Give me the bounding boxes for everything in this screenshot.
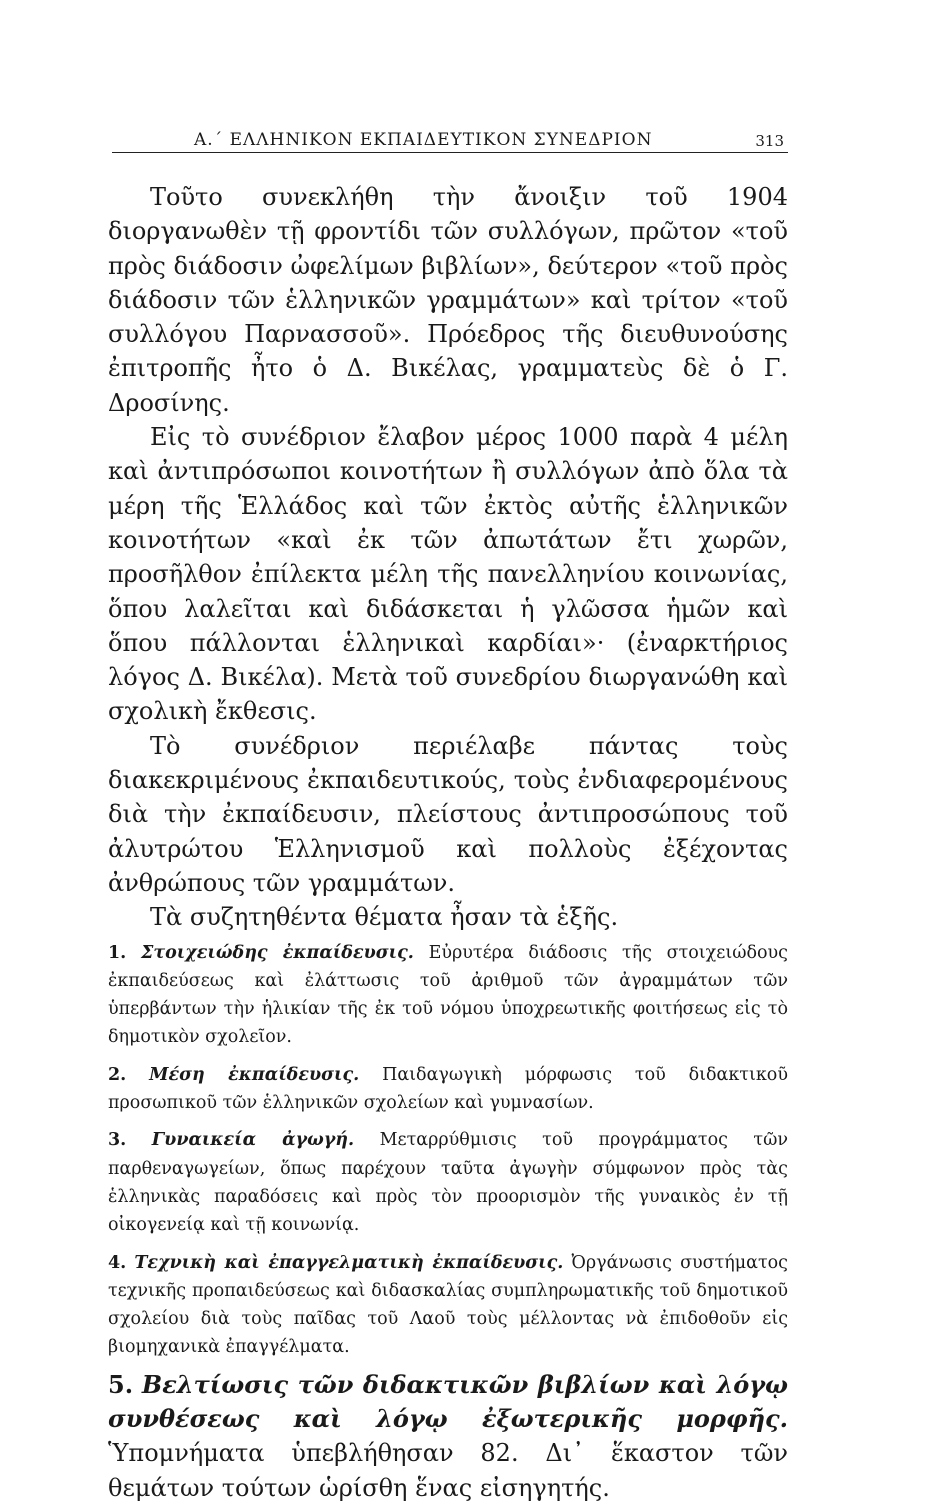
- topic-number: 4.: [108, 1252, 127, 1273]
- topic-number: 5.: [108, 1369, 134, 1399]
- topic-item-1: [108, 939, 788, 1052]
- topic-title: Τεχνικὴ καὶ ἐπαγγελματικὴ ἐκπαίδευσις.: [134, 1252, 564, 1273]
- topic-text: Ὑπομνήματα ὑπεβλήθησαν 82. Δι᾽ ἕκαστον τῶν θεμάτων τούτων ὡρίσθη ἕνας εἰσηγητής.: [108, 1439, 788, 1502]
- topic-text: Μεταρρύθμισις τοῦ προγράμματος τῶν παρθεναγωγείων, ὅπως παρέχουν ταῦτα ἀγωγὴν σύμφωνον πρὸς τὰς ἑλληνικὰς παραδόσεις καὶ πρὸς τὸν προορισμὸν τῆς γυναικὸς ἐν τῇ οἰκογενείᾳ καὶ τῇ κοινωνίᾳ.: [108, 1130, 788, 1236]
- topic-title: Γυναικεία ἀγωγή.: [151, 1130, 355, 1151]
- paragraph-topics-intro: Τὰ συζητηθέντα θέματα ἦσαν τὰ ἑξῆς.: [150, 903, 619, 932]
- topic-text: Εὐρυτέρα διάδοσις τῆς στοιχειώδους ἐκπαιδεύσεως καὶ ἐλάττωσις τοῦ ἀριθμοῦ τῶν ἀγραμμάτων τῶν ὑπερβάντων τὴν ἡλικίαν τῆς ἐκ τοῦ νόμου ὑποχρεωτικῆς φοιτήσεως εἰς τὸ δημοτικὸν σχολεῖον.: [108, 942, 788, 1048]
- topic-number: 2.: [108, 1064, 127, 1085]
- topic-number: 1.: [108, 942, 127, 963]
- topic-title: Στοιχειώδης ἐκπαίδευσις.: [140, 942, 414, 963]
- topic-item-3: [108, 1126, 788, 1239]
- topic-item-4: [108, 1249, 788, 1362]
- topic-number: 3.: [108, 1130, 127, 1151]
- body-text: [108, 180, 788, 1505]
- header-rule: [112, 152, 788, 153]
- topic-item-2: [108, 1061, 788, 1118]
- topic-title: Βελτίωσις τῶν διδακτικῶν βιβλίων καὶ λόγῳ συνθέσεως καὶ λόγῳ ἐξωτερικῆς μορφῆς.: [108, 1369, 788, 1433]
- running-title: Α.΄ ΕΛΛΗΝΙΚΟΝ ΕΚΠΑΙΔΕΥΤΙΚΟΝ ΣΥΝΕΔΡΙΟΝ: [194, 130, 653, 150]
- topic-text: Παιδαγωγικὴ μόρφωσις τοῦ διδακτικοῦ προσωπικοῦ τῶν ἑλληνικῶν σχολείων καὶ γυμνασίων.: [108, 1064, 788, 1114]
- topic-title: Μέση ἐκπαίδευσις.: [149, 1064, 360, 1085]
- topic-text: Ὀργάνωσις συστήματος τεχνικῆς προπαιδεύσεως καὶ διδασκαλίας συμπληρωματικῆς τοῦ δημοτικοῦ σχολείου διὰ τοὺς παῖδας τοῦ Λαοῦ τοὺς μέλλοντας νὰ ἐπιδοθοῦν εἰς βιομηχανικὰ ἐπαγγέλματα.: [108, 1252, 788, 1358]
- paragraph-attendees: Τὸ συνέδριον περιέλαβε πάντας τοὺς διακεκριμένους ἐκπαιδευτικούς, τοὺς ἐνδιαφερομένους διὰ τὴν ἐκπαίδευσιν, πλείστους ἀντιπροσώπους τοῦ ἀλυτρώτου Ἑλληνισμοῦ καὶ πολλοὺς ἐξέχοντας ἀνθρώπους τῶν γραμμάτων.: [108, 731, 788, 897]
- topic-item-5: [108, 1368, 788, 1505]
- paragraph-participants: Εἰς τὸ συνέδριον ἔλαβον μέρος 1000 παρὰ 4 μέλη καὶ ἀντιπρόσωποι κοινοτήτων ἢ συλλόγων ἀπὸ ὅλα τὰ μέρη τῆς Ἑλλάδος καὶ τῶν ἐκτὸς αὐτῆς ἑλληνικῶν κοινοτήτων «καὶ ἐκ τῶν ἀπωτάτων ἔτι χωρῶν, προσῆλθον ἐπίλεκτα μέλη τῆς πανελληνίου κοινωνίας, ὅπου λαλεῖται καὶ διδάσκεται ἡ γλῶσσα ἡμῶν καὶ ὅπου πάλλονται ἑλληνικαὶ καρδίαι»· (ἐναρκτήριος λόγος Δ. Βικέλα). Μετὰ τοῦ συνεδρίου διωργανώθη καὶ σχολικὴ ἔκθεσις.: [108, 423, 788, 726]
- paragraph-intro: Τοῦτο συνεκλήθη τὴν ἄνοιξιν τοῦ 1904 διοργανωθὲν τῇ φροντίδι τῶν συλλόγων, πρῶτον «τοῦ πρὸς διάδοσιν ὠφελίμων βιβλίων», δεύτερον «τοῦ πρὸς διάδοσιν τῶν ἑλληνικῶν γραμμάτων» καὶ τρίτον «τοῦ συλλόγου Παρνασσοῦ». Πρόεδρος τῆς διευθυνούσης ἐπιτροπῆς ἦτο ὁ Δ. Βικέλας, γραμματεὺς δὲ ὁ Γ. Δροσίνης.: [108, 183, 788, 417]
- running-head: [112, 128, 788, 154]
- page-number: 313: [755, 132, 784, 150]
